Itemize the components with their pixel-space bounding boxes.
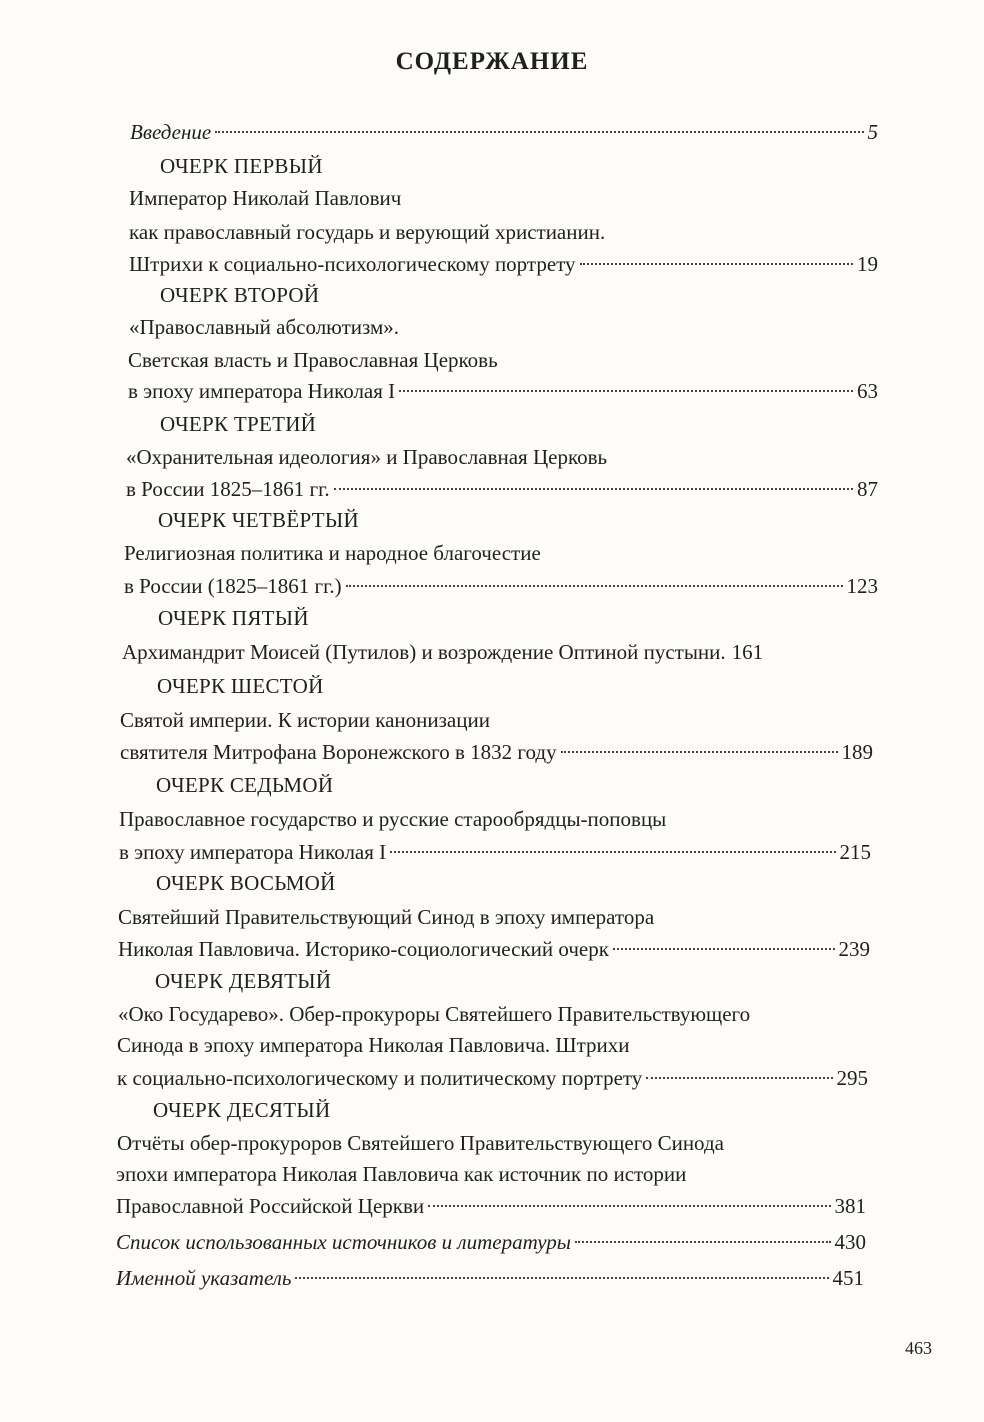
- toc-entry-page: 451: [832, 1266, 864, 1290]
- toc-entry-page: 215: [839, 840, 871, 864]
- toc-entry-page: 123: [846, 574, 878, 598]
- toc-entry-page: 63: [857, 379, 878, 403]
- leader-dots: [646, 1077, 832, 1079]
- toc-entry-label: Штрихи к социально-психологическому портрету: [129, 252, 576, 276]
- toc-entry-essay-4: [124, 572, 878, 600]
- leader-dots: [346, 585, 843, 587]
- leader-dots: [561, 751, 838, 753]
- leader-dots: [580, 263, 853, 265]
- essay-heading: ОЧЕРК ЧЕТВЁРТЫЙ: [158, 508, 359, 532]
- essay-title-line: Святейший Правительствующий Синод в эпоху императора: [118, 905, 655, 929]
- essay-title-line: Отчёты обер-прокуроров Святейшего Правительствующего Синода: [117, 1131, 724, 1155]
- toc-entry-essay-2: [128, 377, 878, 405]
- toc-entry-label: Николая Павловича. Историко-социологический очерк: [118, 937, 609, 961]
- toc-entry-page: 5: [867, 120, 878, 144]
- page-number: 463: [905, 1338, 932, 1358]
- leader-dots: [575, 1241, 831, 1243]
- leader-dots: [399, 390, 853, 392]
- essay-heading: ОЧЕРК ВОСЬМОЙ: [156, 871, 336, 895]
- essay-heading: ОЧЕРК ШЕСТОЙ: [157, 674, 324, 698]
- essay-heading: ОЧЕРК ДЕВЯТЫЙ: [155, 969, 332, 993]
- leader-dots: [428, 1205, 830, 1207]
- toc-entry-essay-1: [129, 250, 878, 278]
- essay-title-line: Православное государство и русские старообрядцы-поповцы: [119, 807, 667, 831]
- toc-entry-label: в эпоху императора Николая I: [128, 379, 396, 403]
- essay-title-line: как православный государь и верующий христианин.: [129, 220, 606, 244]
- toc-entry-page: 239: [838, 937, 870, 961]
- toc-entry-essay-3: [126, 475, 878, 503]
- toc-entry-label: Именной указатель: [116, 1266, 292, 1290]
- page-title: СОДЕРЖАНИЕ: [395, 48, 589, 75]
- essay-title-line: Император Николай Павлович: [129, 186, 402, 210]
- leader-dots: [215, 131, 863, 133]
- toc-entry-label: святителя Митрофана Воронежского в 1832 году: [120, 740, 557, 764]
- toc-entry-page: 430: [834, 1230, 866, 1254]
- essay-title-line: эпохи императора Николая Павловича как источник по истории: [116, 1162, 687, 1186]
- toc-entry-essay-5: [122, 638, 878, 666]
- toc-entry-label: в России (1825–1861 гг.): [124, 574, 342, 598]
- essay-heading: ОЧЕРК ДЕСЯТЫЙ: [153, 1098, 331, 1122]
- essay-heading: ОЧЕРК ПЯТЫЙ: [158, 606, 309, 630]
- leader-dots: [295, 1277, 828, 1279]
- essay-title-line: «Охранительная идеология» и Православная Церковь: [126, 445, 608, 469]
- toc-entry-page: 19: [857, 252, 878, 276]
- leader-dots: [613, 948, 835, 950]
- toc-entry-intro: [130, 118, 878, 146]
- toc-entry-page: 161: [731, 640, 764, 664]
- toc-entry-essay-9: [117, 1064, 868, 1092]
- essay-heading: ОЧЕРК ПЕРВЫЙ: [160, 154, 323, 178]
- essay-title-line: «Око Государево». Обер-прокуроры Святейшего Правительствующего: [118, 1002, 751, 1026]
- essay-title-line: Синода в эпоху императора Николая Павловича. Штрихи: [117, 1033, 630, 1057]
- essay-title-line: Религиозная политика и народное благочестие: [124, 541, 541, 565]
- leader-dots: [390, 851, 835, 853]
- toc-entry-label: Православной Российской Церкви: [116, 1194, 425, 1218]
- toc-entry-label: Список использованных источников и литературы: [116, 1230, 571, 1254]
- toc-entry-page: 381: [834, 1194, 866, 1218]
- toc-entry-label: Введение: [130, 120, 212, 144]
- toc-entry-sources: [116, 1228, 866, 1256]
- toc-entry-page: 87: [857, 477, 878, 501]
- toc-entry-label: к социально-психологическому и политическому портрету: [117, 1066, 643, 1090]
- toc-entry-label: Архимандрит Моисей (Путилов) и возрождение Оптиной пустыни.: [122, 640, 726, 664]
- essay-heading: ОЧЕРК ТРЕТИЙ: [160, 412, 317, 436]
- toc-entry-label: в эпоху императора Николая I: [119, 840, 387, 864]
- essay-title-line: «Православный абсолютизм».: [129, 315, 400, 339]
- toc-entry-essay-6: [120, 738, 873, 766]
- essay-heading: ОЧЕРК СЕДЬМОЙ: [156, 773, 334, 797]
- toc-entry-essay-7: [119, 838, 871, 866]
- toc-entry-label: в России 1825–1861 гг.: [126, 477, 330, 501]
- toc-entry-page: 189: [841, 740, 873, 764]
- essay-heading: ОЧЕРК ВТОРОЙ: [160, 283, 320, 307]
- toc-entry-page: 295: [836, 1066, 868, 1090]
- leader-dots: [334, 488, 853, 490]
- toc-entry-index: [116, 1264, 864, 1292]
- essay-title-line: Светская власть и Православная Церковь: [128, 348, 498, 372]
- toc-entry-essay-8: [118, 935, 870, 963]
- essay-title-line: Святой империи. К истории канонизации: [120, 708, 490, 732]
- toc-entry-essay-10: [116, 1192, 866, 1220]
